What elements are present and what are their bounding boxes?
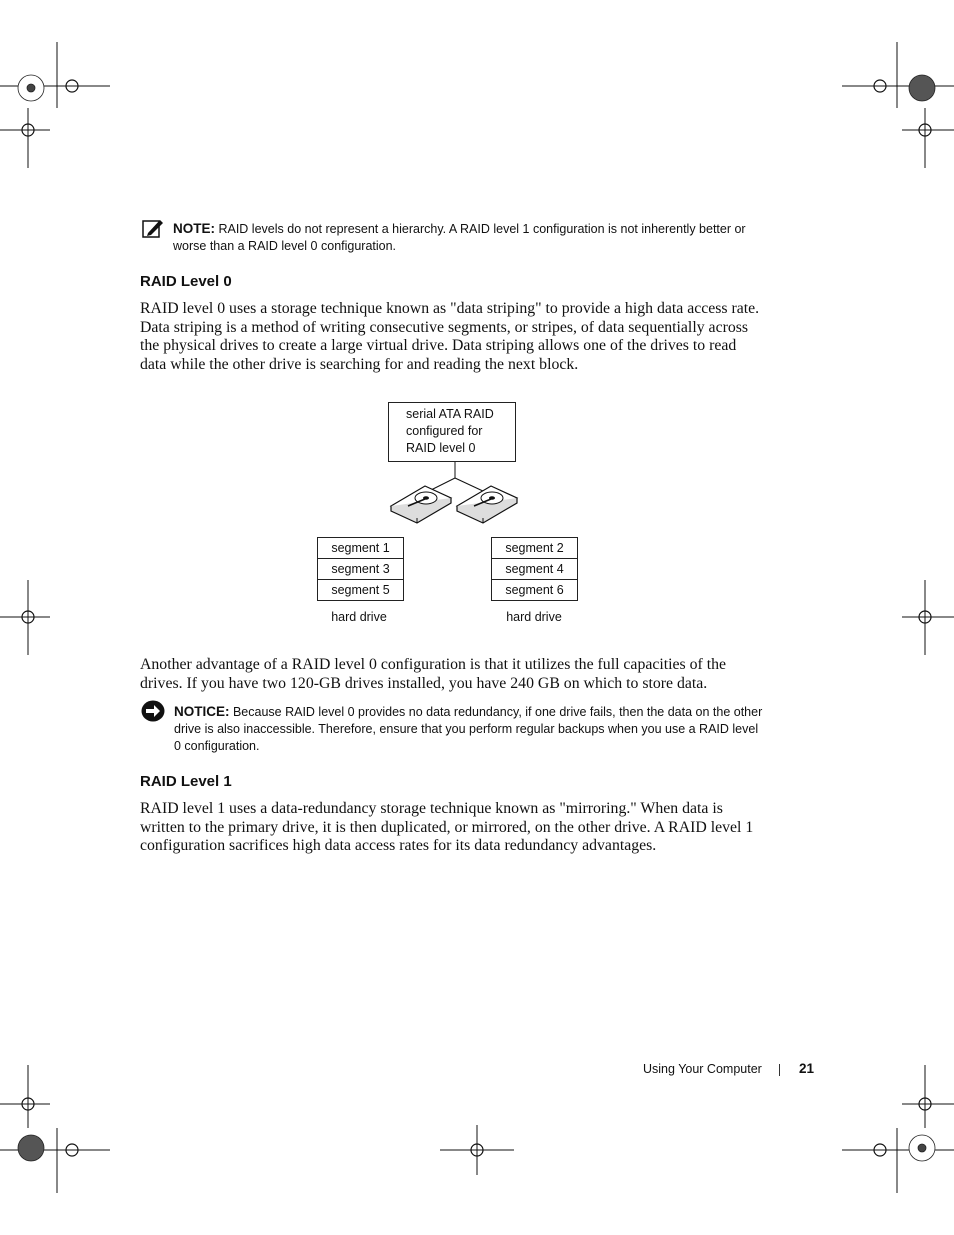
left-drive-label: hard drive bbox=[331, 610, 387, 624]
controller-line-3: RAID level 0 bbox=[406, 441, 476, 455]
hard-drive-left-icon bbox=[391, 486, 451, 523]
notice-arrow-icon bbox=[141, 700, 165, 722]
segment-cell: segment 1 bbox=[318, 538, 404, 559]
segment-cell: segment 4 bbox=[492, 559, 578, 580]
right-drive-segments bbox=[491, 537, 578, 601]
notice-text bbox=[174, 703, 764, 755]
raid1-paragraph: RAID level 1 uses a data-redundancy storage technique known as "mirroring." When data is written to the primary drive, it is then duplicated, or mirrored, on the other drive. A RAID level 1 configuration sacrifices high data access rates for its data redundancy advantages. bbox=[140, 800, 754, 855]
footer-section-title: Using Your Computer bbox=[643, 1062, 762, 1076]
raid-controller-box bbox=[388, 402, 516, 462]
note-body: RAID levels do not represent a hierarchy. A RAID level 1 configuration is not inherently better or worse than a RAID level 0 configuration. bbox=[173, 222, 746, 253]
note-lead: NOTE: bbox=[173, 221, 215, 236]
raid0-paragraph-2: Another advantage of a RAID level 0 configuration is that it utilizes the full capacities of the drives. If you have two 120-GB drives installed, you have 240 GB on which to store data. bbox=[140, 656, 727, 692]
segment-cell: segment 5 bbox=[318, 580, 404, 601]
controller-line-2: configured for bbox=[406, 424, 483, 438]
segment-cell: segment 6 bbox=[492, 580, 578, 601]
notice-body: Because RAID level 0 provides no data redundancy, if one drive fails, then the data on the other drive is also inaccessible. Therefore, ensure that you perform regular backups when you use a RAID level 0 configuration. bbox=[174, 705, 763, 753]
heading-raid-level-1: RAID Level 1 bbox=[140, 773, 232, 790]
controller-line-1: serial ATA RAID bbox=[406, 407, 494, 421]
raid0-paragraph-1: RAID level 0 uses a storage technique known as "data striping" to provide a high data access rate. Data striping is a method of writing consecutive segments, or stripes, of data sequentially across the physical drives to create a large virtual drive. Data striping allows one of the drives to read data while the other drive is searching for and reading the next block. bbox=[140, 300, 760, 374]
footer-separator bbox=[779, 1064, 780, 1076]
hard-drives-illustration bbox=[385, 462, 525, 524]
left-drive-segments bbox=[317, 537, 404, 601]
hard-drive-right-icon bbox=[457, 486, 517, 523]
notice-lead: NOTICE: bbox=[174, 704, 230, 719]
note-pencil-icon bbox=[142, 218, 164, 238]
segment-cell: segment 2 bbox=[492, 538, 578, 559]
note-text bbox=[173, 220, 763, 255]
page-number: 21 bbox=[799, 1061, 815, 1076]
segment-cell: segment 3 bbox=[318, 559, 404, 580]
right-drive-label: hard drive bbox=[506, 610, 562, 624]
heading-raid-level-0: RAID Level 0 bbox=[140, 273, 232, 290]
